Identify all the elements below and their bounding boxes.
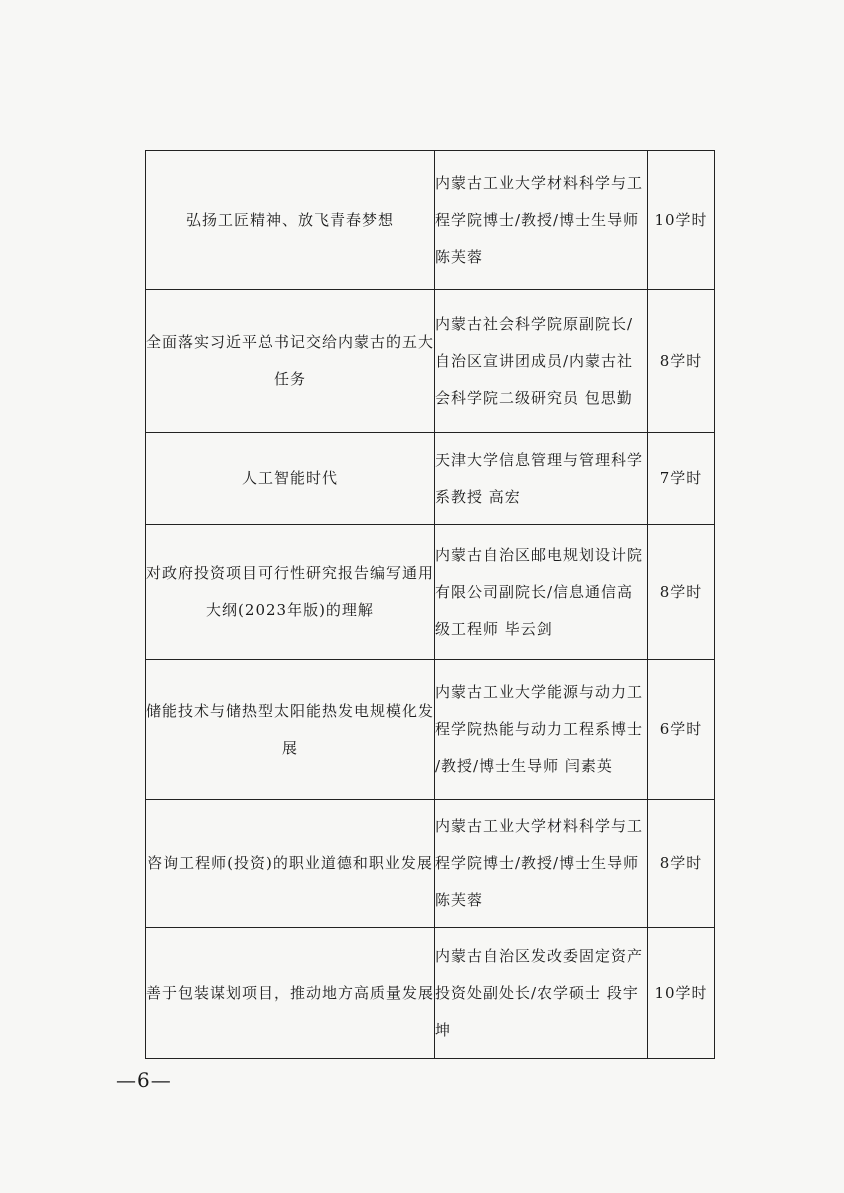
course-speaker-line: 内蒙古工业大学材料科学与工 bbox=[435, 817, 644, 835]
course-speaker-line: 级工程师 毕云剑 bbox=[435, 619, 553, 638]
course-speaker-cell bbox=[435, 433, 648, 525]
course-speaker-cell bbox=[435, 290, 648, 433]
page-number: —6— bbox=[116, 1068, 172, 1092]
course-topic-line: 咨询工程师(投资)的职业道德和职业发展 bbox=[147, 854, 433, 872]
course-topic-cell bbox=[146, 660, 435, 800]
course-hours-cell: 10学时 bbox=[648, 928, 715, 1059]
course-speaker-line: 程学院博士/教授/博士生导师 bbox=[435, 854, 640, 872]
course-speaker-line: 内蒙古工业大学能源与动力工 bbox=[435, 683, 644, 701]
course-topic-line: 人工智能时代 bbox=[241, 469, 338, 487]
course-speaker-line: 系教授 高宏 bbox=[435, 487, 521, 506]
course-speaker-line: 程学院博士/教授/博士生导师 bbox=[435, 210, 640, 229]
course-speaker-line: 有限公司副院长/信息通信高 bbox=[435, 582, 634, 601]
course-hours-cell: 8学时 bbox=[648, 800, 715, 928]
course-topic-line: 善于包装谋划项目，推动地方高质量发展 bbox=[146, 983, 435, 1002]
course-speaker-line: 程学院热能与动力工程系博士 bbox=[435, 720, 644, 738]
course-speaker-cell bbox=[435, 151, 648, 290]
course-speaker-line: 坤 bbox=[435, 1020, 452, 1039]
course-hours-cell: 10学时 bbox=[648, 151, 715, 290]
course-topic-cell bbox=[146, 800, 435, 928]
course-speaker-line: 内蒙古社会科学院原副院长/ bbox=[435, 314, 634, 333]
course-row bbox=[146, 151, 715, 290]
course-speaker-cell bbox=[435, 660, 648, 800]
course-row bbox=[146, 525, 715, 660]
course-hours-cell: 7学时 bbox=[648, 433, 715, 525]
course-topic-line: 展 bbox=[281, 738, 298, 757]
course-topic-cell bbox=[146, 928, 435, 1059]
course-topic-line: 全面落实习近平总书记交给内蒙古的五大 bbox=[146, 333, 435, 351]
course-topic-line: 弘扬工匠精神、放飞青春梦想 bbox=[185, 210, 394, 229]
course-speaker-line: 会科学院二级研究员 包思勤 bbox=[435, 388, 633, 407]
course-row bbox=[146, 290, 715, 433]
course-topic-line: 任务 bbox=[273, 370, 306, 388]
course-topic-cell bbox=[146, 290, 435, 433]
course-speaker-line: 陈芙蓉 bbox=[435, 891, 484, 909]
course-speaker-line: /教授/博士生导师 闫素英 bbox=[435, 757, 613, 775]
course-topic-line: 储能技术与储热型太阳能热发电规模化发 bbox=[146, 701, 435, 720]
course-speaker-line: 内蒙古自治区发改委固定资产 bbox=[435, 946, 644, 965]
course-topic-line: 大纲(2023年版)的理解 bbox=[206, 601, 374, 619]
course-hours-cell: 6学时 bbox=[648, 660, 715, 800]
course-row bbox=[146, 800, 715, 928]
course-table-body bbox=[146, 151, 715, 1059]
course-row bbox=[146, 433, 715, 525]
course-speaker-line: 自治区宣讲团成员/内蒙古社 bbox=[435, 351, 634, 370]
course-speaker-cell bbox=[435, 800, 648, 928]
course-speaker-line: 陈芙蓉 bbox=[435, 247, 484, 266]
course-hours-cell: 8学时 bbox=[648, 290, 715, 433]
course-speaker-cell bbox=[435, 525, 648, 660]
course-topic-line: 对政府投资项目可行性研究报告编写通用 bbox=[146, 564, 435, 582]
course-row bbox=[146, 928, 715, 1059]
course-speaker-line: 内蒙古自治区邮电规划设计院 bbox=[435, 545, 644, 564]
course-topic-cell bbox=[146, 151, 435, 290]
course-schedule-table bbox=[145, 150, 715, 1059]
course-speaker-cell bbox=[435, 928, 648, 1059]
course-speaker-line: 内蒙古工业大学材料科学与工 bbox=[435, 173, 644, 192]
course-row bbox=[146, 660, 715, 800]
course-speaker-line: 天津大学信息管理与管理科学 bbox=[435, 450, 644, 469]
course-hours-cell: 8学时 bbox=[648, 525, 715, 660]
course-speaker-line: 投资处副处长/农学硕士 段宇 bbox=[435, 983, 639, 1002]
course-topic-cell bbox=[146, 433, 435, 525]
course-topic-cell bbox=[146, 525, 435, 660]
